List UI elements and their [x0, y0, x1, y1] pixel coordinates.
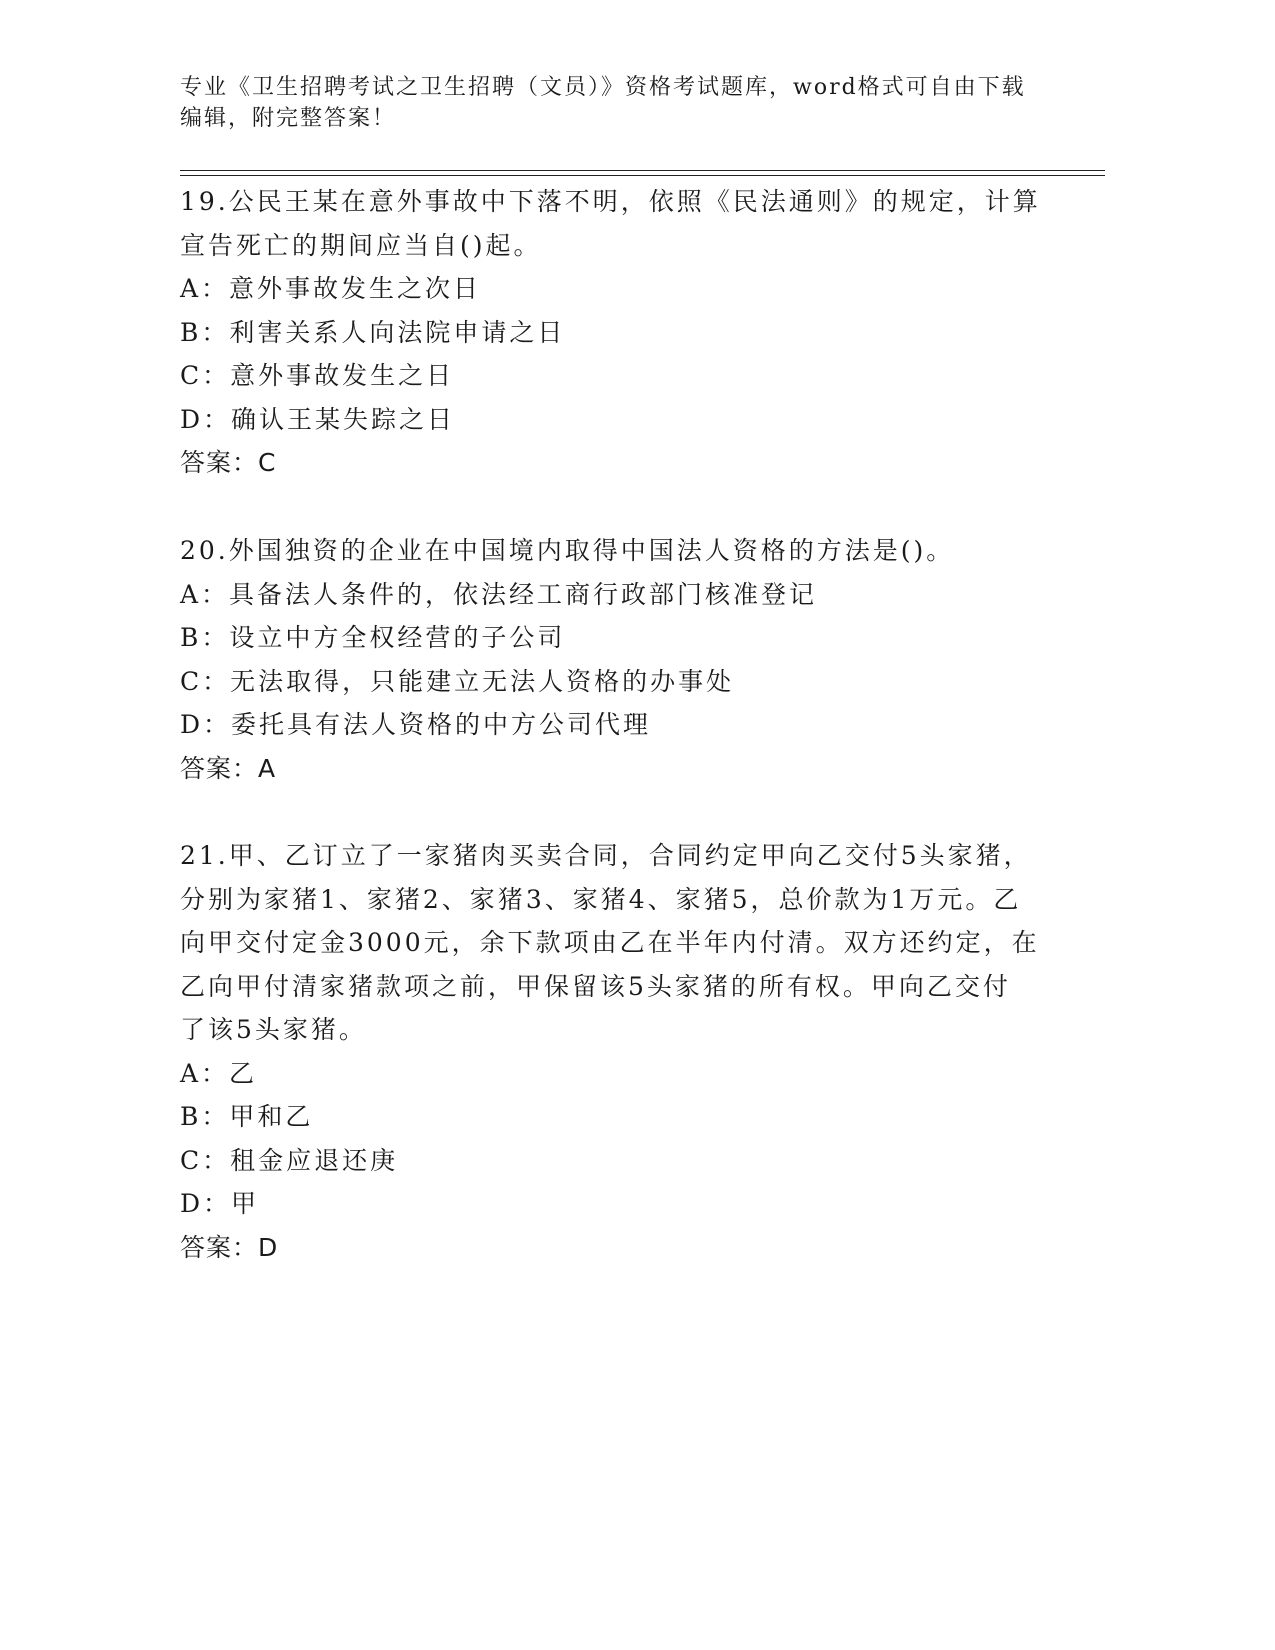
- question-stem-line: 了该5头家猪。: [180, 1015, 367, 1044]
- question-stem-line: 宣告死亡的期间应当自()起。: [180, 230, 542, 260]
- answer-key: 答案：A: [180, 753, 277, 783]
- header-divider-top: [180, 170, 1105, 171]
- question-stem-line: 19.公民王某在意外事故中下落不明，依照《民法通则》的规定，计算: [180, 187, 1041, 216]
- option-a: A：具备法人条件的，依法经工商行政部门核准登记: [180, 579, 818, 609]
- answer-key: 答案：C: [180, 448, 277, 477]
- option-a: A：乙: [180, 1058, 258, 1088]
- option-c: C：无法取得，只能建立无法人资格的办事处: [180, 666, 735, 696]
- question-stem-line: 乙向甲付清家猪款项之前，甲保留该5头家猪的所有权。甲向乙交付: [180, 971, 1011, 1001]
- question-stem-line: 向甲交付定金3000元，余下款项由乙在半年内付清。双方还约定，在: [180, 928, 1040, 957]
- option-b: B：设立中方全权经营的子公司: [180, 623, 566, 652]
- header-divider-bottom: [180, 175, 1105, 176]
- answer-key: 答案：D: [180, 1232, 279, 1262]
- option-d: D：甲: [180, 1189, 260, 1218]
- header-line-2: 编辑，附完整答案！: [180, 106, 397, 131]
- option-b: B：甲和乙: [180, 1102, 314, 1131]
- option-a: A：意外事故发生之次日: [180, 274, 482, 303]
- option-c: C：租金应退还庚: [180, 1145, 399, 1175]
- question-stem-line: 20.外国独资的企业在中国境内取得中国法人资格的方法是()。: [180, 536, 955, 565]
- document-header: [180, 72, 1040, 134]
- option-d: D：委托具有法人资格的中方公司代理: [180, 710, 652, 739]
- question-stem-line: 21.甲、乙订立了一家猪肉买卖合同，合同约定甲向乙交付5头家猪，: [180, 841, 1032, 870]
- question-stem-line: 分别为家猪1、家猪2、家猪3、家猪4、家猪5，总价款为1万元。乙: [180, 884, 1022, 914]
- header-line-1: 专业《卫生招聘考试之卫生招聘（文员）》资格考试题库，word格式可自由下载: [180, 75, 1026, 100]
- option-b: B：利害关系人向法院申请之日: [180, 317, 566, 347]
- question-21: [180, 834, 1040, 1269]
- option-d: D：确认王某失踪之日: [180, 404, 456, 434]
- option-c: C：意外事故发生之日: [180, 361, 455, 390]
- question-20: [180, 529, 1040, 790]
- question-19: [180, 180, 1040, 485]
